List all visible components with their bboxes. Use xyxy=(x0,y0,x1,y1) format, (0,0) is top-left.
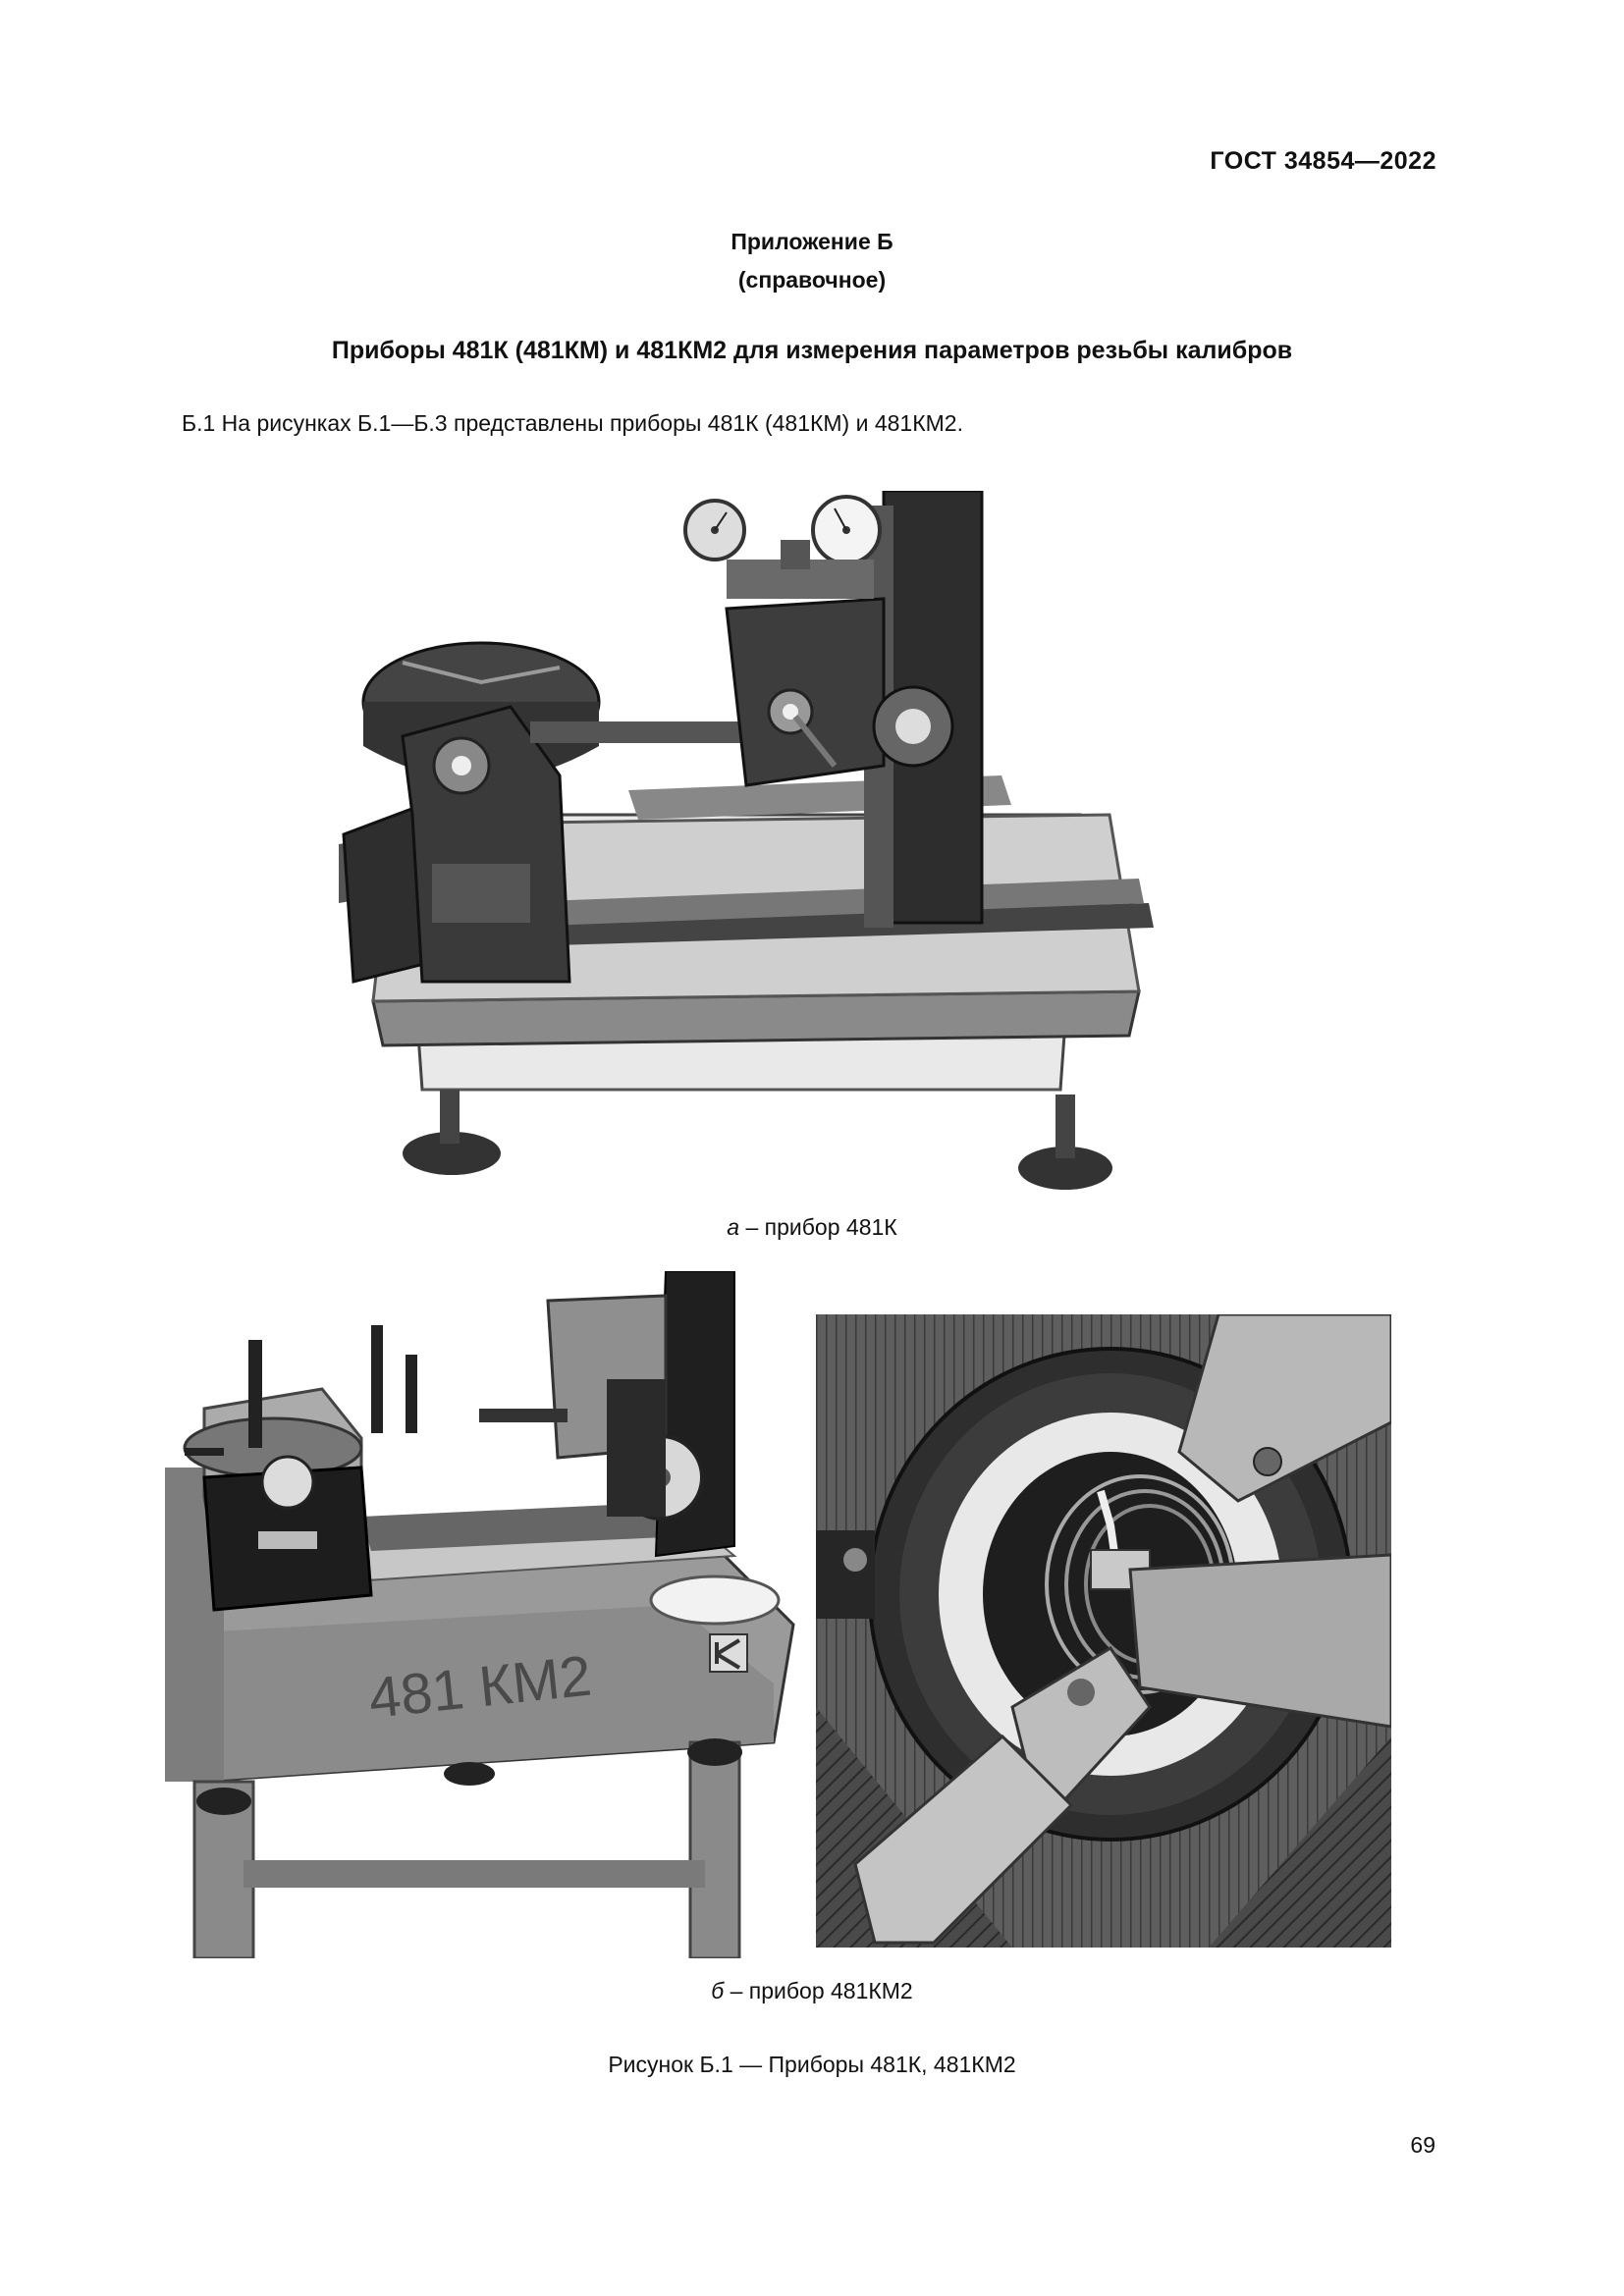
figure-caption: Рисунок Б.1 — Приборы 481К, 481КМ2 xyxy=(608,2052,1016,2077)
model-label: 481 КМ2 xyxy=(365,1643,595,1731)
photo-481km2-closeup xyxy=(816,1314,1391,1948)
caption-b-text: – прибор 481КМ2 xyxy=(724,1978,913,2003)
photo-481k xyxy=(334,491,1218,1198)
caption-b-letter: б xyxy=(711,1978,725,2003)
appendix-type: (справочное) xyxy=(737,267,887,293)
page-number: 69 xyxy=(1410,2132,1435,2158)
intro-paragraph: Б.1 На рисунках Б.1—Б.3 представлены приборы 481К (481КМ) и 481КМ2. xyxy=(182,410,963,436)
section-title: Приборы 481К (481КМ) и 481КМ2 для измерения параметров резьбы калибров xyxy=(331,337,1293,364)
appendix-label: Приложение Б xyxy=(731,229,893,254)
photo-481km2 xyxy=(165,1271,813,1958)
caption-a xyxy=(0,1214,1624,1241)
caption-a-letter: а xyxy=(727,1214,740,1240)
caption-b xyxy=(0,1978,1624,2004)
standard-number: ГОСТ 34854—2022 xyxy=(1210,147,1436,175)
caption-a-text: – прибор 481К xyxy=(739,1214,897,1240)
